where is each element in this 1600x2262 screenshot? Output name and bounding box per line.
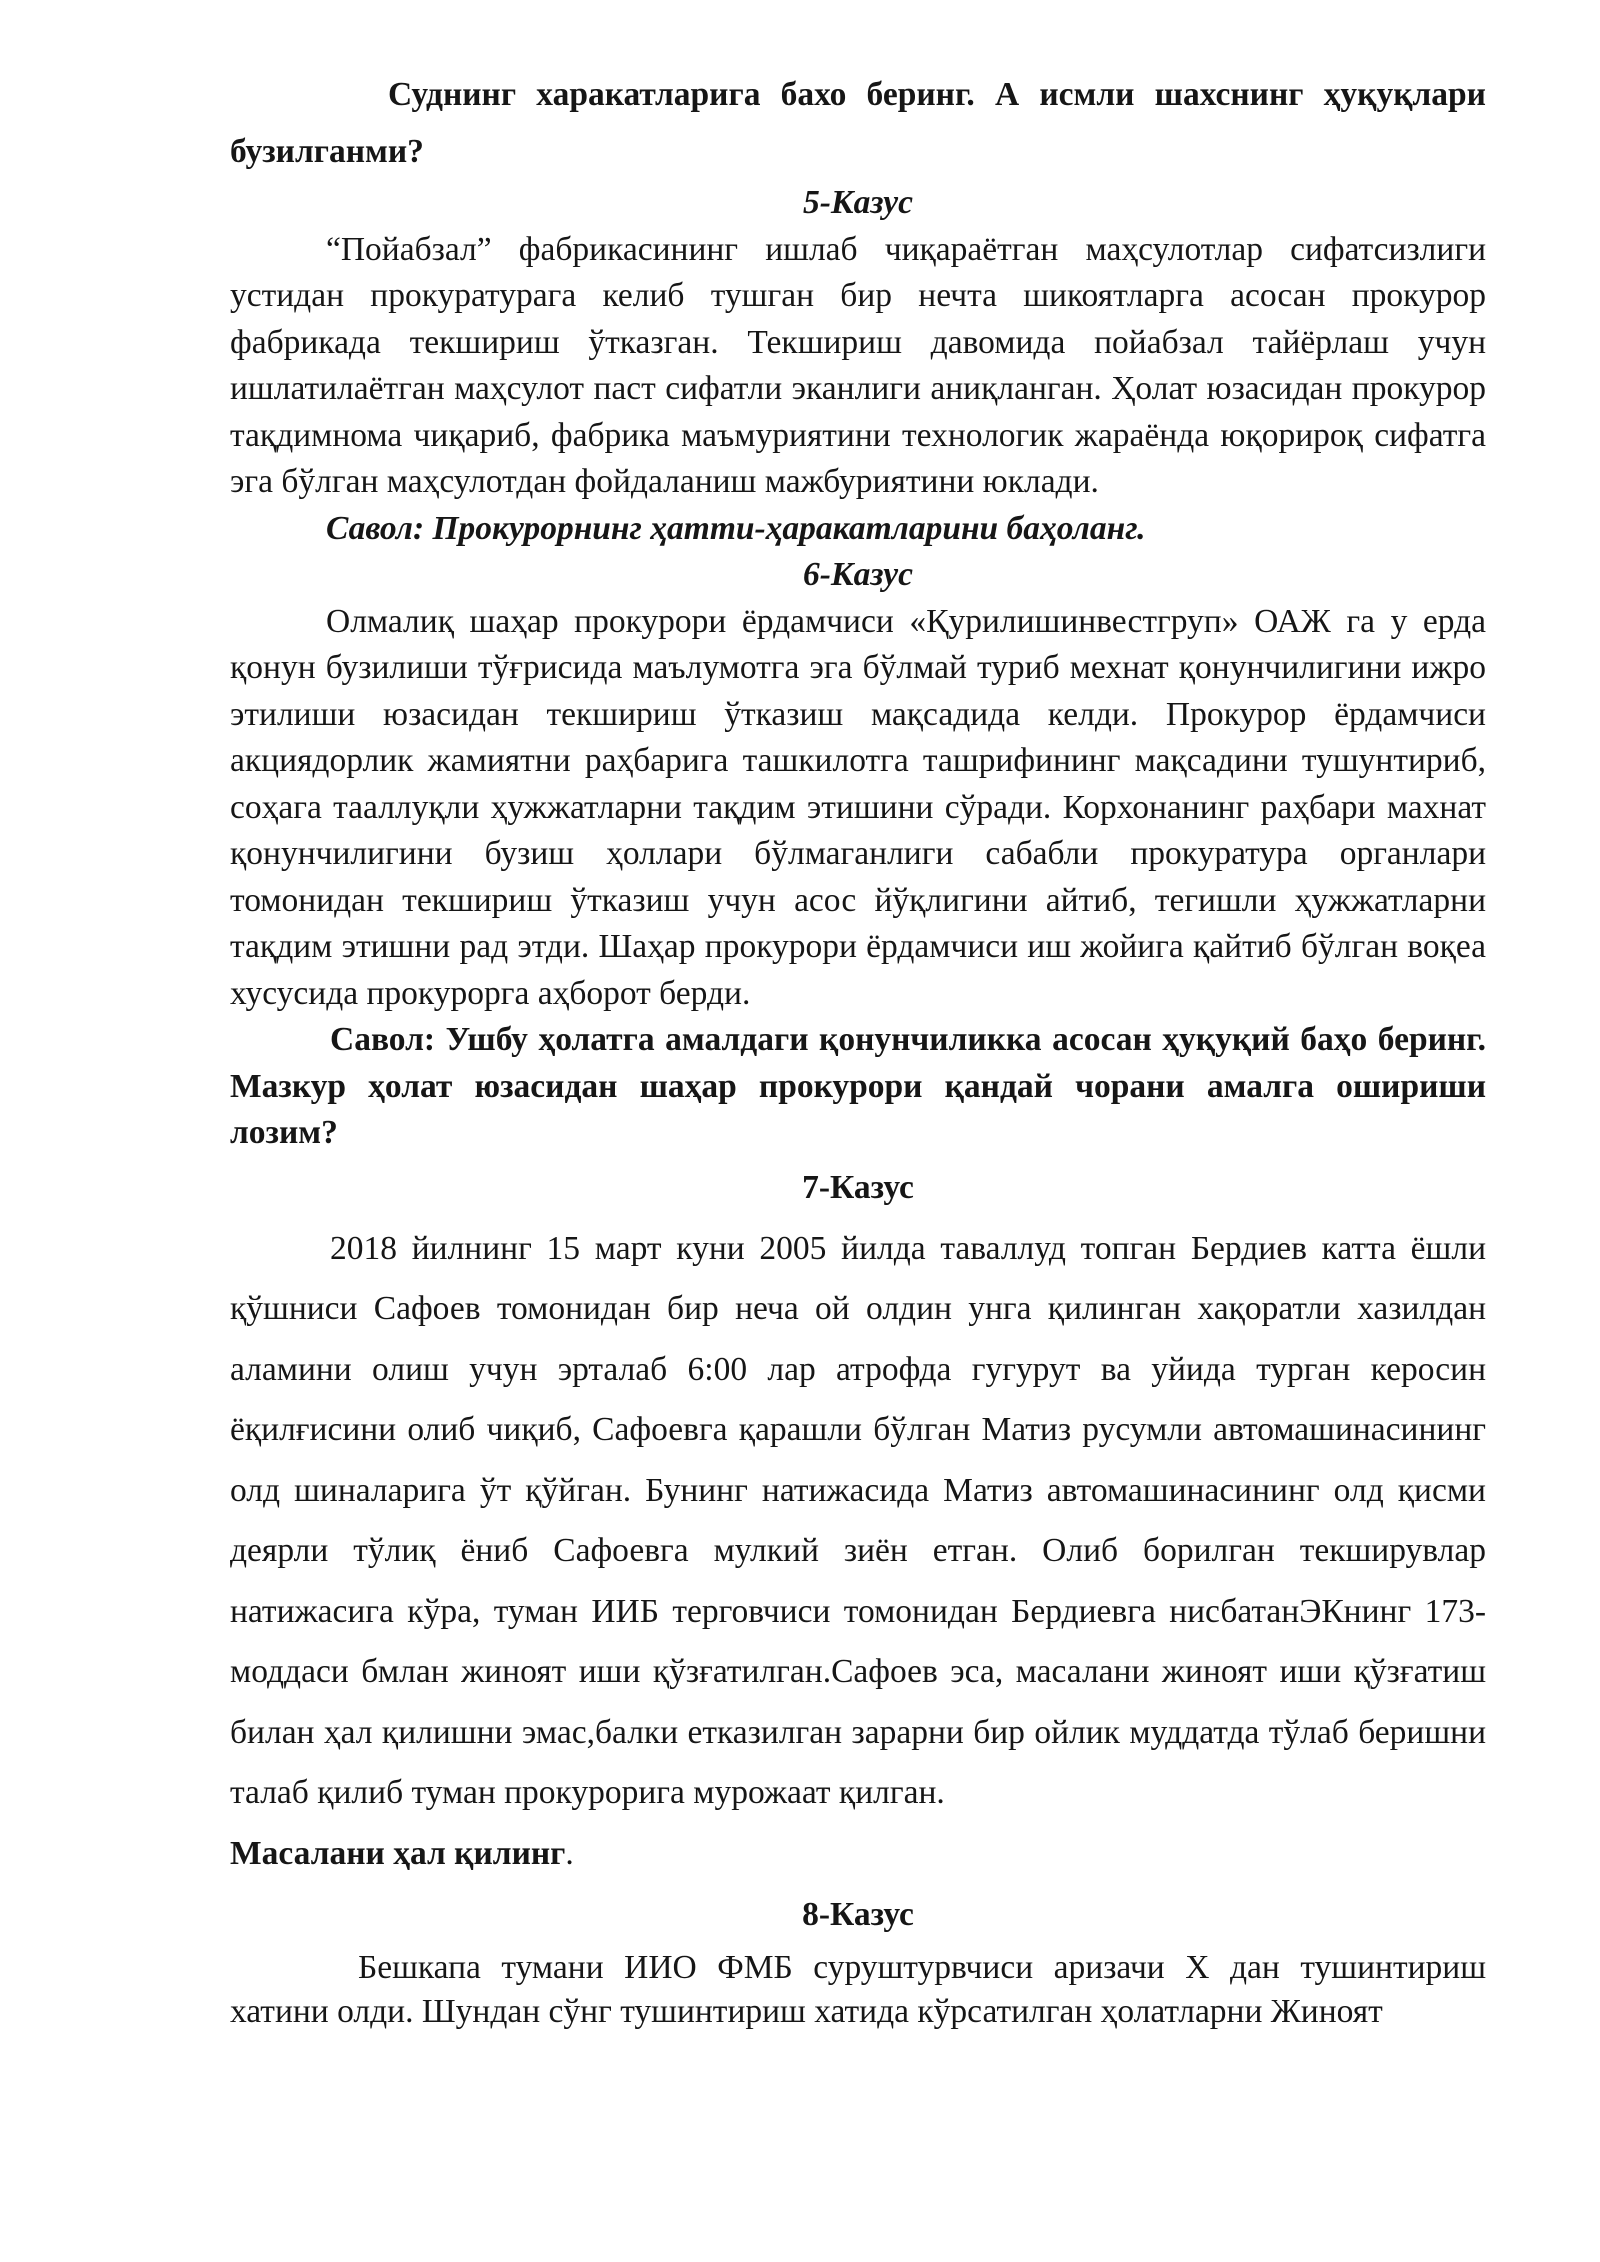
case-7-question-line <box>230 1824 1486 1885</box>
case-5-body: “Пойабзал” фабрикасининг ишлаб чиқараётган маҳсулотлар сифатсизлиги устидан прокуратурага келиб тушган бир нечта шикоятларга асосан прокурор фабрикада текшириш ўтказган. Текшириш давомида пойабзал тайёрлаш учун ишлатилаётган маҳсулот паст сифатли эканлиги аниқланган. Ҳолат юзасидан прокурор тақдимнома чиқариб, фабрика маъмуриятини технологик жараёнда юқорироқ сифатга эга бўлган маҳсулотдан фойдаланиш мажбуриятини юклади. <box>230 230 1486 500</box>
case-6-body: Олмалиқ шаҳар прокурори ёрдамчиси «Қурилишинвестгруп» ОАЖ га у ерда қонун бузилиши тўғрисида маълумотга эга бўлмай туриб мехнат қонунчилигини ижро этилиши юзасидан текшириш ўтказиш мақсадида келди. Прокурор ёрдамчиси акциядорлик жамиятни раҳбарига ташкилотга ташрифининг мақсадини тушунтириб, соҳага тааллуқли ҳужжатларни тақдим этишини сўради. Корхонанинг раҳбари махнат қонунчилигини бузиш ҳоллари бўлмаганлиги сабабли прокуратура органлари томонидан текшириш ўтказиш учун асос йўқлигини айтиб, тегишли ҳужжатларни тақдим этишни рад этди. Шаҳар прокурори ёрдамчиси иш жойига қайтиб бўлган воқеа хусусида прокурорга аҳборот берди. <box>230 602 1486 1012</box>
case-6-question: Савол: Ушбу ҳолатга амалдаги қонунчиликка асосан ҳуқуқий баҳо беринг. Мазкур ҳолат юзасидан шаҳар прокурори қандай чорани амалга ошириши лозим? <box>230 1021 1486 1151</box>
case-5-title: 5-Казус <box>803 184 913 221</box>
case-8-title: 8-Казус <box>802 1896 914 1933</box>
intro-question: Суднинг харакатларига бахо беринг. А исмли шахснинг ҳуқуқлари бузилганми? <box>230 76 1486 170</box>
case-8-body: Бешкапа тумани ИИО ФМБ суруштурвчиси аризачи Х дан тушинтириш хатини олди. Шундан сўнг тушинтириш хатида кўрсатилган ҳолатларни Жиноят <box>230 1949 1486 2030</box>
case-5-question: Савол: Прокурорнинг ҳатти-ҳаракатларини баҳоланг. <box>326 509 1146 547</box>
case-7-question-period: . <box>565 1834 574 1872</box>
case-7-title: 7-Казус <box>802 1168 914 1206</box>
document-content <box>230 66 1486 2034</box>
case-6-title: 6-Казус <box>803 556 913 593</box>
case-7-body: 2018 йилнинг 15 март куни 2005 йилда таваллуд топган Бердиев катта ёшли қўшниси Сафоев томонидан бир неча ой олдин унга қилинган хақоратли хазилдан аламини олиш учун эрталаб 6:00 лар атрофда гугурут ва уйида турган керосин ёқилғисини олиб чиқиб, Сафоевга қарашли бўлган Матиз русумли автомашинасининг олд шиналарига ўт қўйган. Бунинг натижасида Матиз автомашинасининг олд қисми деярли тўлиқ ёниб Сафоевга мулкий зиён етган. Олиб борилган текширувлар натижасига кўра, туман ИИБ терговчиси томонидан Бердиевга нисбатанЭКнинг 173- моддаси бмлан жиноят иши қўзғатилган.Сафоев эса, масалани жиноят иши қўзғатиш билан ҳал қилишни эмас,балки етказилган зарарни бир ойлик муддатда тўлаб беришни талаб қилиб туман прокурорига мурожаат қилган. <box>230 1229 1486 1811</box>
case-7-question: Масалани ҳал қилинг <box>230 1834 566 1872</box>
